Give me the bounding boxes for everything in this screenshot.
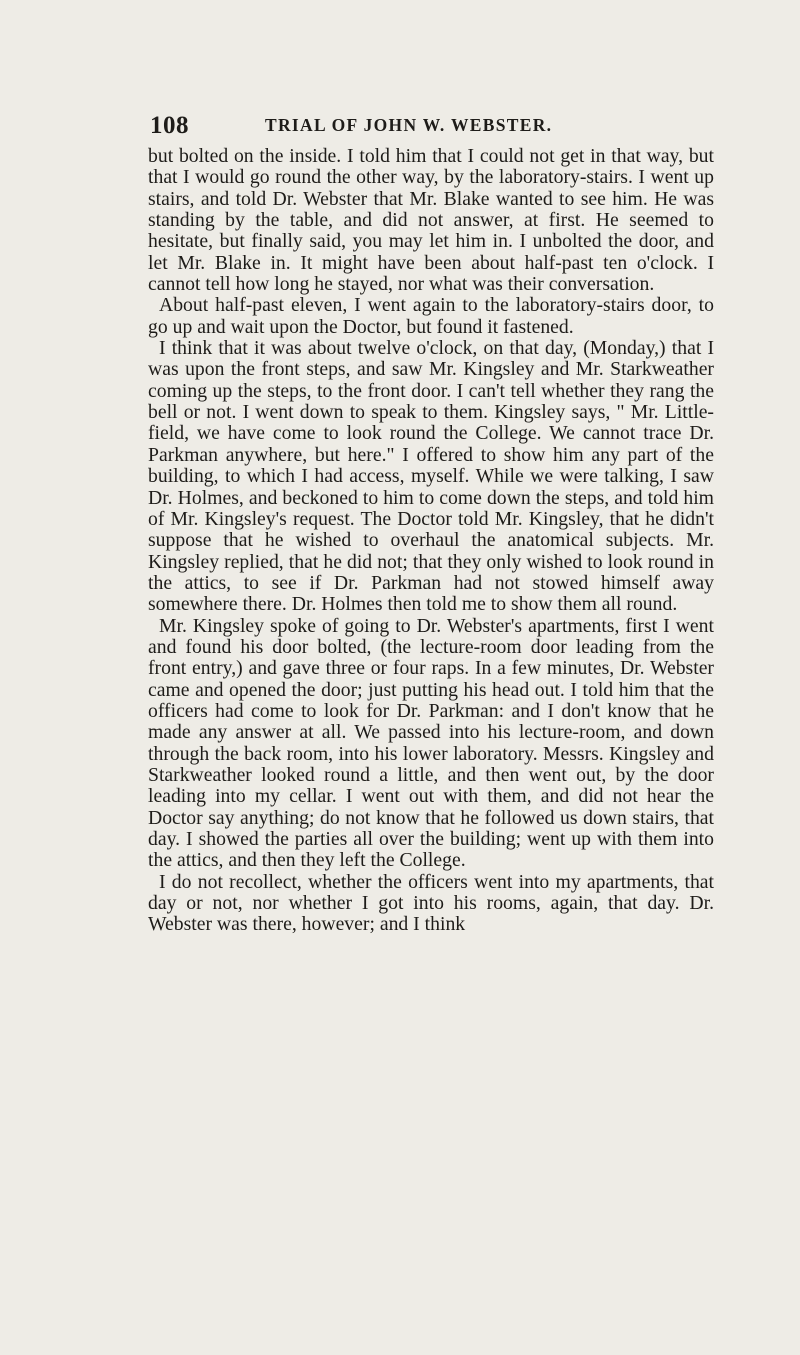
page-number: 108: [150, 112, 189, 139]
paragraph: I think that it was about twelve o'clock, on that day, (Monday,) that I was upon the front steps, and saw Mr. Kingsley and Mr. Starkweather coming up the steps, to the front door. I can't tell whether they rang the bell or not. I went down to speak to them. Kingsley says, " Mr. Little-field, we have come to look round the College. We cannot trace Dr. Parkman anywhere, but here." I offered to show him any part of the building, to which I had access, myself. While we were talking, I saw Dr. Holmes, and beckoned to him to come down the steps, and told him of Mr. Kingsley's request. The Doctor told Mr. Kingsley, that he didn't suppose that he wished to overhaul the anatomical subjects. Mr. Kingsley replied, that he did not; that they only wished to look round in the attics, to see if Dr. Parkman had not stowed himself away somewhere there. Dr. Holmes then told me to show them all round.: [148, 337, 714, 616]
paragraph: About half-past eleven, I went again to the laboratory-stairs door, to go up and wait upon the Doctor, but found it fastened.: [148, 294, 714, 338]
paragraph: I do not recollect, whether the officers went into my apartments, that day or not, nor whether I got into his rooms, again, that day. Dr. Webster was there, however; and I think: [148, 870, 714, 936]
paragraph: Mr. Kingsley spoke of going to Dr. Webster's apartments, first I went and found his door bolted, (the lecture-room door leading from the front entry,) and gave three or four raps. In a few minutes, Dr. Webster came and opened the door; just putting his head out. I told him that the officers had come to look for Dr. Parkman: and I don't know that he made any answer at all. We passed into his lecture-room, and down through the back room, into his lower laboratory. Messrs. Kingsley and Starkweather looked round a little, and then went out, by the door leading into my cellar. I went out with them, and did not hear the Doctor say anything; do not know that he followed us down stairs, that day. I showed the parties all over the building; went up with them into the attics, and then they left the College.: [148, 614, 714, 872]
page-header: [0, 112, 800, 142]
paragraph: but bolted on the inside. I told him that I could not get in that way, but that I would go round the other way, by the laboratory-stairs. I went up stairs, and told Dr. Webster that Mr. Blake wanted to see him. He was standing by the table, and did not answer, at first. He seemed to hesitate, but finally said, you may let him in. I unbolted the door, and let Mr. Blake in. It might have been about half-past ten o'clock. I cannot tell how long he stayed, nor what was their conversation.: [148, 145, 714, 296]
running-head: TRIAL OF JOHN W. WEBSTER.: [265, 115, 553, 135]
body-text: [148, 146, 714, 936]
